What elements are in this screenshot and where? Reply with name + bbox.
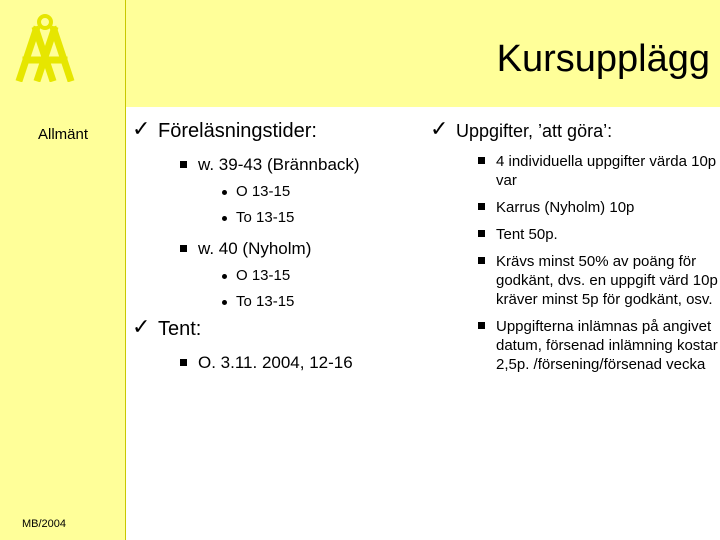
list-item: O 13-15 [218,266,420,286]
right-column [428,118,718,380]
checkmark-icon: ✓ [430,116,449,141]
square-bullet-icon [478,230,485,237]
list-item: Karrus (Nyholm) 10p [474,198,718,217]
list-item: Uppgifterna inlämnas på angivet datum, försenad inlämning kostar 2,5p. /försening/försenad vecka [474,317,718,374]
square-bullet-icon [478,203,485,210]
sidebar-section-label: Allmänt [37,126,89,143]
title-band [126,0,720,107]
square-bullet-icon [478,322,485,329]
list-item: Krävs minst 50% av poäng för godkänt, dvs. en uppgift värd 10p kräver minst 5p för godkänt, osv. [474,252,718,309]
page-title: Kursupplägg [496,38,710,80]
dot-bullet-icon [222,300,227,305]
list-item: 4 individuella uppgifter värda 10p var [474,152,718,190]
list-item: To 13-15 [218,292,420,312]
square-bullet-icon [478,157,485,164]
sidebar [0,0,126,540]
dot-bullet-icon [222,190,227,195]
list-item-exam: ✓ Tent: O. 3.11. 2004, 12-16 [130,316,420,374]
dot-bullet-icon [222,216,227,221]
left-column [130,118,420,378]
list-item: Tent 50p. [474,225,718,244]
square-bullet-icon [180,359,187,366]
dot-bullet-icon [222,274,227,279]
square-bullet-icon [180,161,187,168]
checkmark-icon: ✓ [132,116,151,141]
square-bullet-icon [180,245,187,252]
compass-a-logo-icon [8,12,88,82]
checkmark-icon: ✓ [132,314,151,339]
list-item-lecture-times: ✓ Föreläsningstider: w. 39-43 (Brännback) O 13-15 To 13-15 w. 40 (Nyholm) O 13-15 To 13-15 [130,118,420,312]
list-item: O 13-15 [218,182,420,202]
list-item-assignments: ✓ Uppgifter, ’att göra’: 4 individuella uppgifter värda 10p var Karrus (Nyholm) 10p Tent 50p. Krävs minst 50% av poäng för godkänt, dvs. en uppgift värd 10p kräver minst 5p för godkänt, osv. Uppgifterna inlämnas på angivet datum, försenad inlämning kostar 2,5p. /försening/försenad vecka [430,116,718,373]
square-bullet-icon [478,257,485,264]
list-item: w. 39-43 (Brännback) O 13-15 To 13-15 [176,154,420,228]
list-item: O. 3.11. 2004, 12-16 [176,352,420,374]
list-item: To 13-15 [218,208,420,228]
list-item: w. 40 (Nyholm) O 13-15 To 13-15 [176,238,420,312]
footer-text: MB/2004 [22,518,67,530]
